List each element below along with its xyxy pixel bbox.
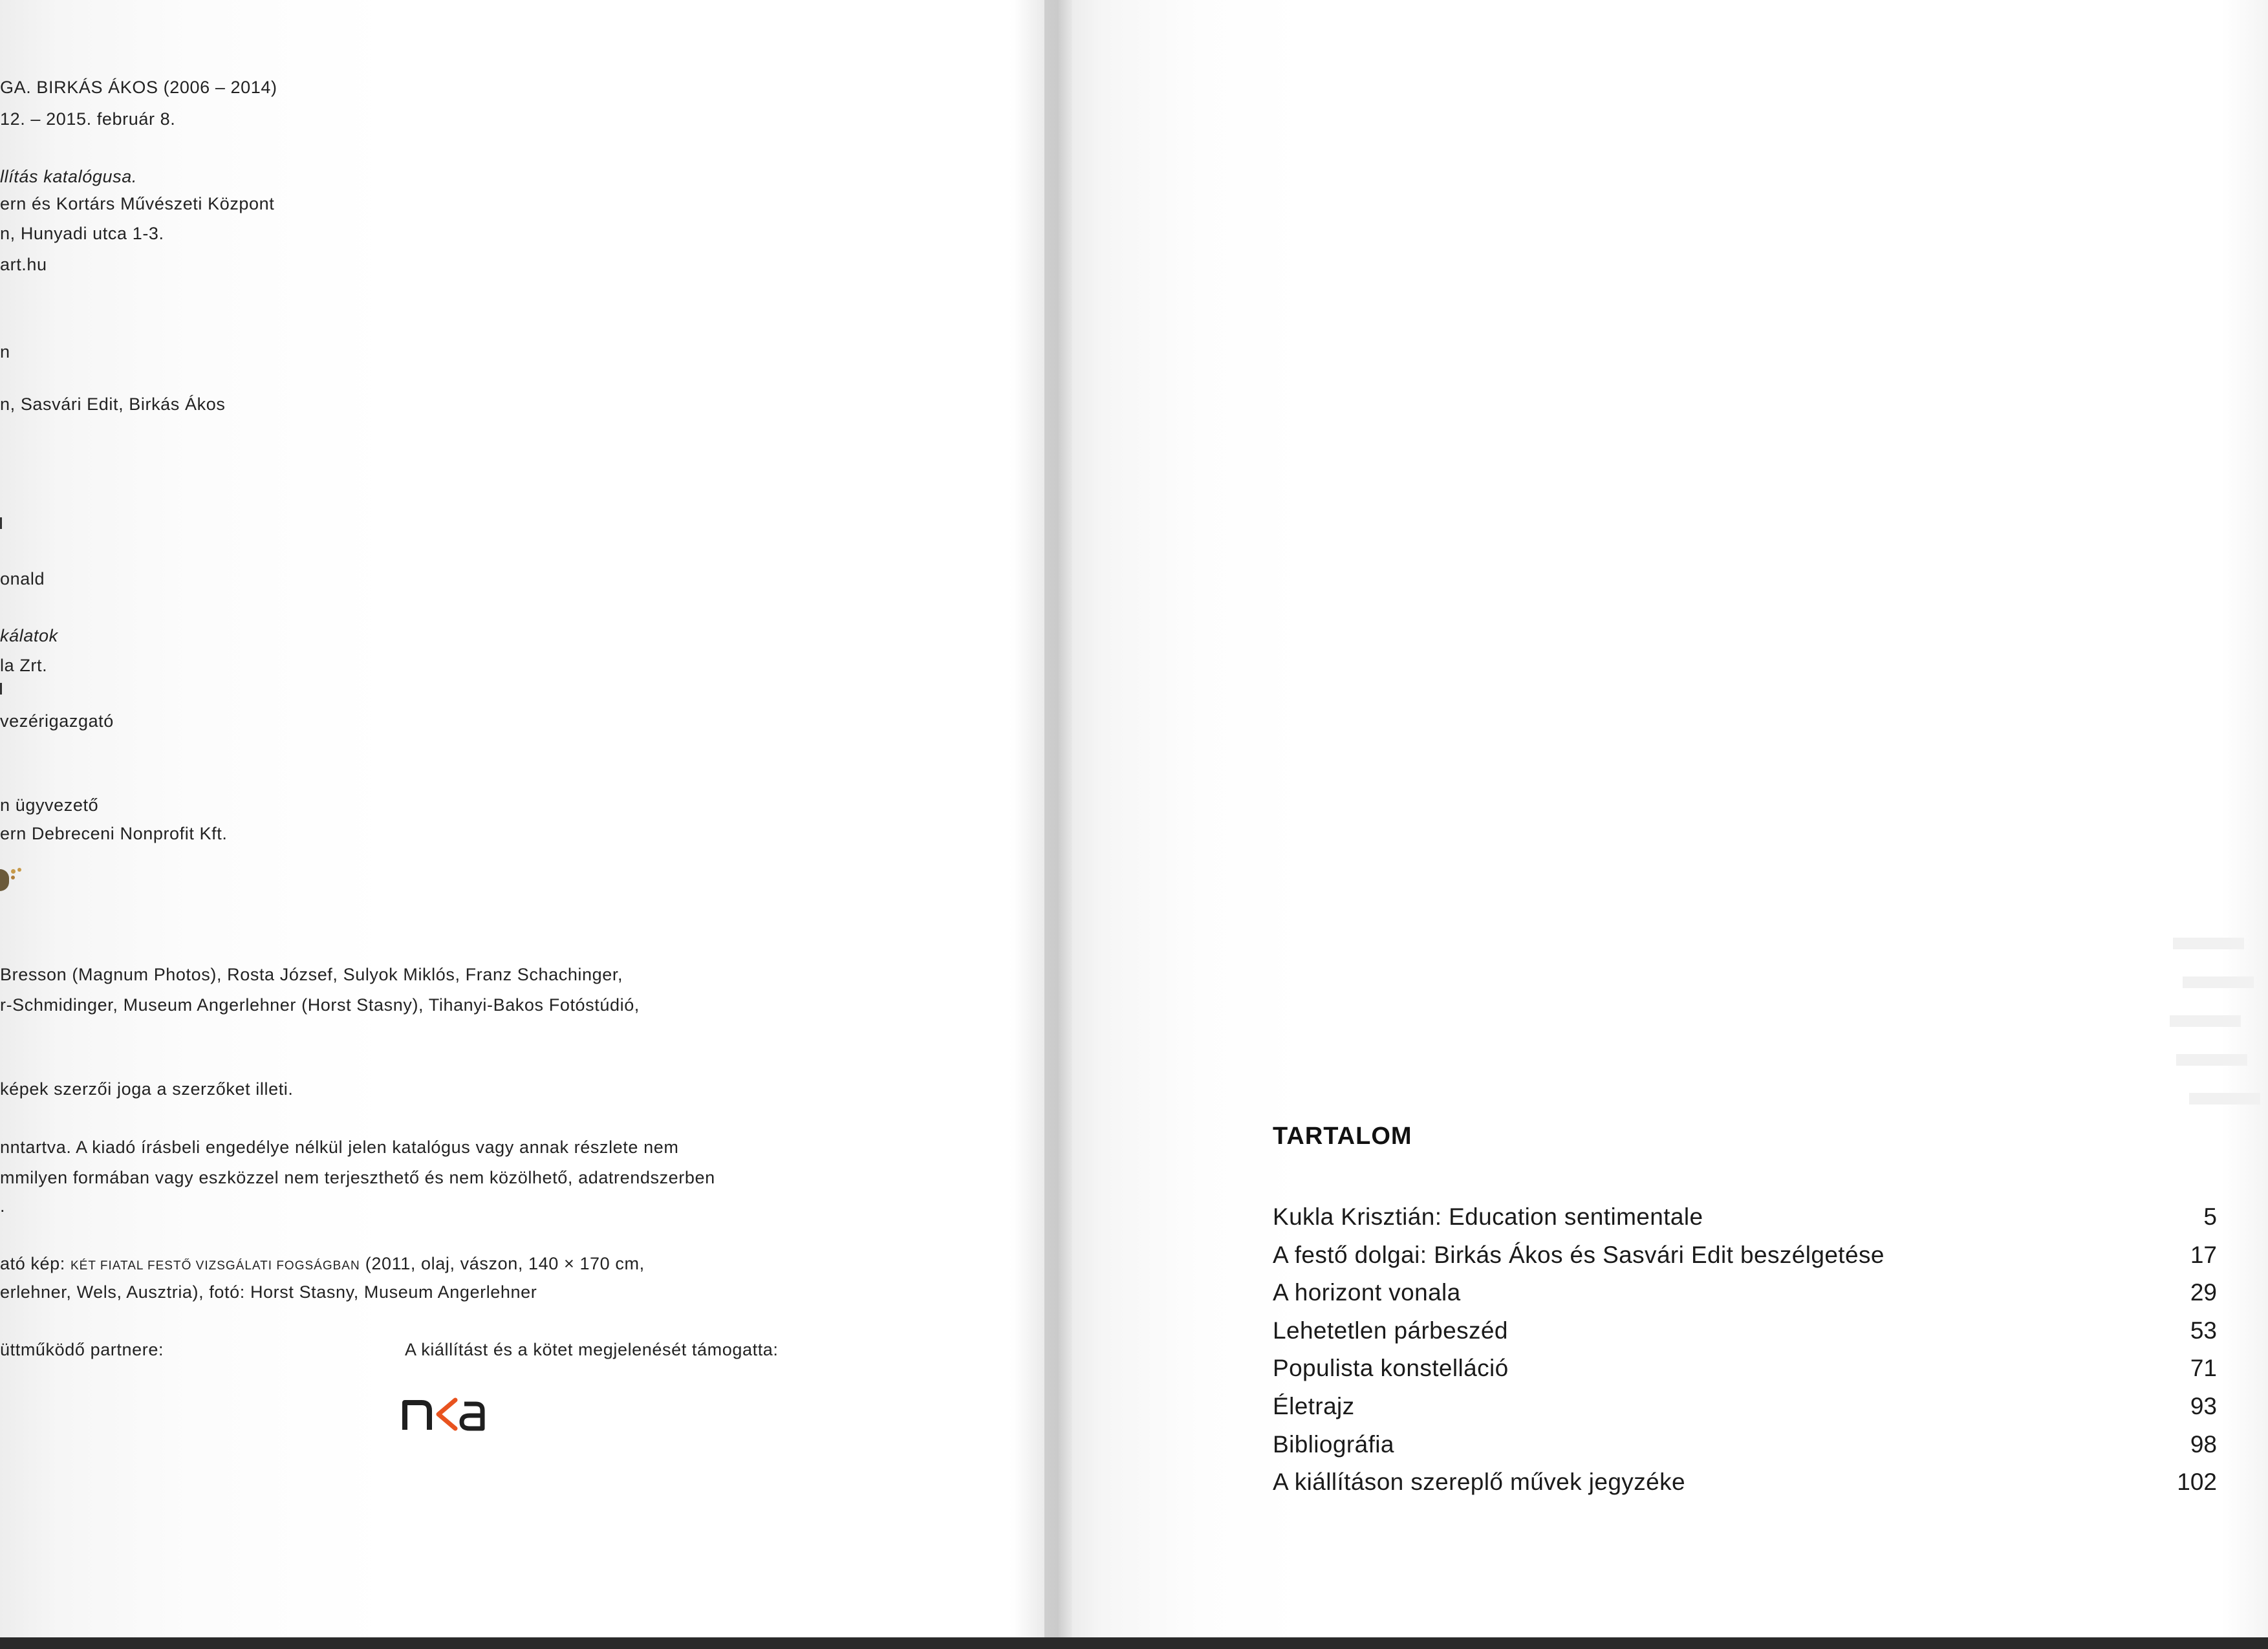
imprint-line: GA. BIRKÁS ÁKOS (2006 – 2014) (0, 78, 277, 97)
imprint-line: r-Schmidinger, Museum Angerlehner (Horst Stasny), Tihanyi-Bakos Fotóstúdió, (0, 995, 640, 1015)
imprint-line: kálatok (0, 626, 58, 645)
imprint-text: ató kép: (0, 1254, 70, 1273)
toc-entry-page: 17 (2190, 1242, 2217, 1268)
toc-entry-title: A horizont vonala (1273, 1279, 1461, 1306)
imprint-line: llítás katalógusa. (0, 167, 137, 186)
toc-entry-title: A kiállításon szereplő művek jegyzéke (1273, 1469, 1685, 1495)
toc-entry[interactable] (1273, 1239, 2217, 1271)
imprint-line: onald (0, 569, 45, 588)
imprint-line: art.hu (0, 255, 47, 274)
imprint-line: . (0, 1196, 6, 1216)
toc-entry-title: Életrajz (1273, 1393, 1355, 1419)
imprint-fragment-mark (0, 683, 2, 695)
toc-entry-page: 98 (2190, 1431, 2217, 1458)
bleed-through-fragment (2189, 1093, 2260, 1105)
toc-entry-page: 53 (2190, 1317, 2217, 1344)
toc-entry-page: 5 (2203, 1203, 2217, 1230)
imprint-line: n, Sasvári Edit, Birkás Ákos (0, 394, 226, 414)
imprint-line: vezérigazgató (0, 711, 114, 731)
left-page-imprint (0, 0, 1044, 1637)
imprint-line: nntartva. A kiadó írásbeli engedélye nélkül jelen katalógus vagy annak részlete nem (0, 1137, 679, 1157)
toc-entry-title: A festő dolgai: Birkás Ákos és Sasvári Edit beszélgetése (1273, 1242, 1885, 1268)
scan-bottom-edge (0, 1637, 2268, 1649)
toc-entry-page: 102 (2177, 1469, 2217, 1495)
imprint-line: 12. – 2015. február 8. (0, 109, 176, 129)
toc-entry[interactable] (1273, 1352, 2217, 1385)
toc-entry-title: Populista konstelláció (1273, 1355, 1509, 1381)
imprint-line: ern Debreceni Nonprofit Kft. (0, 824, 228, 843)
imprint-line: n, Hunyadi utca 1-3. (0, 224, 164, 243)
bleed-through-fragment (2170, 1015, 2241, 1027)
toc-entry[interactable] (1273, 1466, 2217, 1498)
toc-entry-title: Kukla Krisztián: Education sentimentale (1273, 1203, 1703, 1230)
imprint-text: (2011, olaj, vászon, 140 × 170 cm, (360, 1254, 645, 1273)
partner-logo-fragment (0, 867, 23, 894)
toc-entry[interactable] (1273, 1390, 2217, 1423)
artwork-title: KÉT FIATAL FESTŐ VIZSGÁLATI FOGSÁGBAN (70, 1259, 360, 1273)
toc-entry-page: 93 (2190, 1393, 2217, 1419)
imprint-line: képek szerzői joga a szerzőket illeti. (0, 1079, 294, 1099)
imprint-line: Bresson (Magnum Photos), Rosta József, Sulyok Miklós, Franz Schachinger, (0, 965, 623, 984)
toc-entry-title: Bibliográfia (1273, 1431, 1394, 1458)
nka-logo (402, 1394, 486, 1432)
toc-entry-page: 71 (2190, 1355, 2217, 1381)
toc-entry[interactable] (1273, 1428, 2217, 1461)
bleed-through-fragment (2176, 1054, 2247, 1066)
book-spine-shadow (1014, 0, 1072, 1637)
imprint-line: la Zrt. (0, 656, 48, 675)
toc-entry[interactable] (1273, 1201, 2217, 1233)
imprint-line: mmilyen formában vagy eszközzel nem terjeszthető és nem közölhető, adatrendszerben (0, 1168, 715, 1187)
imprint-line: üttműködő partnere: (0, 1340, 164, 1359)
imprint-fragment-mark (0, 517, 2, 529)
imprint-line: n ügyvezető (0, 795, 99, 815)
toc-entry-page: 29 (2190, 1279, 2217, 1306)
toc-entry[interactable] (1273, 1315, 2217, 1347)
imprint-line (0, 1253, 645, 1277)
bleed-through-fragment (2183, 976, 2254, 988)
imprint-line: erlehner, Wels, Ausztria), fotó: Horst Stasny, Museum Angerlehner (0, 1282, 537, 1302)
contents-title: TARTALOM (1273, 1123, 1412, 1150)
toc-entry[interactable] (1273, 1277, 2217, 1309)
imprint-line: ern és Kortárs Művészeti Központ (0, 194, 275, 213)
sponsor-label: A kiállítást és a kötet megjelenését támogatta: (405, 1340, 779, 1359)
bleed-through-fragment (2173, 938, 2244, 949)
toc-entry-title: Lehetetlen párbeszéd (1273, 1317, 1508, 1344)
imprint-line: n (0, 342, 10, 361)
